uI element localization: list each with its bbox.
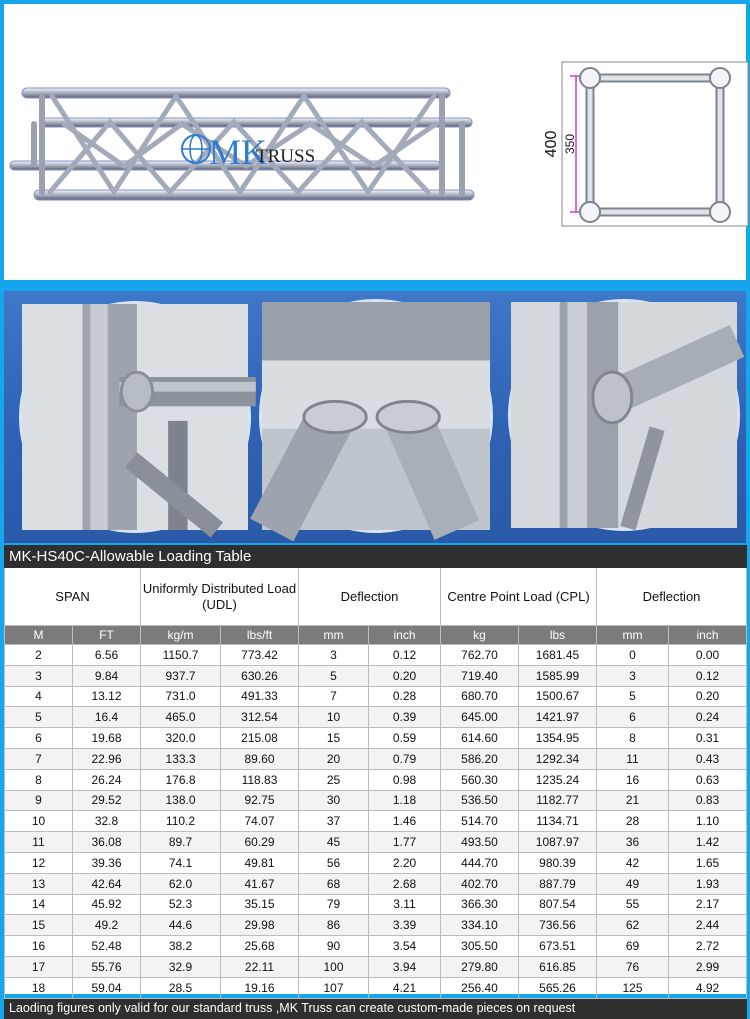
table-cell: 0.12 bbox=[369, 645, 441, 666]
table-cell: 680.70 bbox=[441, 686, 519, 707]
table-cell: 1585.99 bbox=[519, 665, 597, 686]
table-cell: 68 bbox=[299, 873, 369, 894]
outer-dimension-label: 400 bbox=[543, 130, 560, 158]
table-cell: 2.20 bbox=[369, 852, 441, 873]
table-cell: 0 bbox=[597, 645, 669, 666]
table-cell: 630.26 bbox=[221, 665, 299, 686]
table-cell: 1681.45 bbox=[519, 645, 597, 666]
table-cell: 90 bbox=[299, 936, 369, 957]
table-row bbox=[5, 956, 747, 977]
table-cell: 37 bbox=[299, 811, 369, 832]
logo-mk-text: MK bbox=[209, 132, 268, 172]
table-cell: 55 bbox=[597, 894, 669, 915]
table-cell: 0.63 bbox=[669, 769, 747, 790]
table-cell: 773.42 bbox=[221, 645, 299, 666]
table-cell: 62 bbox=[597, 915, 669, 936]
table-row bbox=[5, 645, 747, 666]
table-cell: 30 bbox=[299, 790, 369, 811]
table-cell: 55.76 bbox=[73, 956, 141, 977]
table-cell: 25 bbox=[299, 769, 369, 790]
table-cell: 92.75 bbox=[221, 790, 299, 811]
table-row bbox=[5, 686, 747, 707]
table-cell: 10 bbox=[5, 811, 73, 832]
table-cell: 18 bbox=[5, 977, 73, 998]
table-cell: 614.60 bbox=[441, 728, 519, 749]
unit-header: inch bbox=[669, 626, 747, 645]
table-cell: 2 bbox=[5, 645, 73, 666]
table-cell: 1421.97 bbox=[519, 707, 597, 728]
unit-header: M bbox=[5, 626, 73, 645]
table-cell: 138.0 bbox=[141, 790, 221, 811]
table-cell: 1500.67 bbox=[519, 686, 597, 707]
table-cell: 731.0 bbox=[141, 686, 221, 707]
table-cell: 13.12 bbox=[73, 686, 141, 707]
table-cell: 44.6 bbox=[141, 915, 221, 936]
table-cell: 29.98 bbox=[221, 915, 299, 936]
weld-photo-2 bbox=[259, 299, 493, 533]
table-cell: 402.70 bbox=[441, 873, 519, 894]
table-cell: 4.92 bbox=[669, 977, 747, 998]
table-cell: 3.39 bbox=[369, 915, 441, 936]
table-cell: 312.54 bbox=[221, 707, 299, 728]
table-cell: 59.04 bbox=[73, 977, 141, 998]
table-cell: 536.50 bbox=[441, 790, 519, 811]
table-cell: 4 bbox=[5, 686, 73, 707]
table-cell: 38.2 bbox=[141, 936, 221, 957]
table-cell: 560.30 bbox=[441, 769, 519, 790]
table-cell: 215.08 bbox=[221, 728, 299, 749]
table-cell: 0.00 bbox=[669, 645, 747, 666]
table-cell: 807.54 bbox=[519, 894, 597, 915]
table-cell: 16.4 bbox=[73, 707, 141, 728]
table-cell: 36.08 bbox=[73, 832, 141, 853]
table-row bbox=[5, 936, 747, 957]
weld-photo-3 bbox=[508, 299, 740, 531]
table-cell: 16 bbox=[5, 936, 73, 957]
table-cell: 1182.77 bbox=[519, 790, 597, 811]
table-cell: 6.56 bbox=[73, 645, 141, 666]
table-cell: 0.28 bbox=[369, 686, 441, 707]
table-cell: 1292.34 bbox=[519, 748, 597, 769]
table-cell: 22.96 bbox=[73, 748, 141, 769]
table-cell: 937.7 bbox=[141, 665, 221, 686]
group-header-udl: Uniformly Distributed Load (UDL) bbox=[141, 568, 299, 626]
table-cell: 125 bbox=[597, 977, 669, 998]
table-cell: 28 bbox=[597, 811, 669, 832]
table-cell: 0.83 bbox=[669, 790, 747, 811]
table-cell: 74.07 bbox=[221, 811, 299, 832]
table-cell: 0.98 bbox=[369, 769, 441, 790]
table-cell: 35.15 bbox=[221, 894, 299, 915]
table-cell: 9 bbox=[5, 790, 73, 811]
table-row bbox=[5, 977, 747, 998]
table-cell: 19.68 bbox=[73, 728, 141, 749]
table-cell: 52.48 bbox=[73, 936, 141, 957]
table-cell: 11 bbox=[5, 832, 73, 853]
table-cell: 1354.95 bbox=[519, 728, 597, 749]
table-cell: 13 bbox=[5, 873, 73, 894]
table-cell: 7 bbox=[299, 686, 369, 707]
table-cell: 7 bbox=[5, 748, 73, 769]
unit-header: kg/m bbox=[141, 626, 221, 645]
table-cell: 673.51 bbox=[519, 936, 597, 957]
group-header-span: SPAN bbox=[5, 568, 141, 626]
table-row bbox=[5, 707, 747, 728]
table-cell: 15 bbox=[5, 915, 73, 936]
table-cell: 25.68 bbox=[221, 936, 299, 957]
table-cell: 6 bbox=[597, 707, 669, 728]
table-cell: 14 bbox=[5, 894, 73, 915]
group-header-deflection-cpl: Deflection bbox=[597, 568, 747, 626]
table-cell: 491.33 bbox=[221, 686, 299, 707]
unit-header: lbs bbox=[519, 626, 597, 645]
table-cell: 762.70 bbox=[441, 645, 519, 666]
table-cell: 279.80 bbox=[441, 956, 519, 977]
table-cell: 0.59 bbox=[369, 728, 441, 749]
loading-table bbox=[4, 545, 747, 1019]
group-header-deflection-udl: Deflection bbox=[299, 568, 441, 626]
table-cell: 1.42 bbox=[669, 832, 747, 853]
table-cell: 19.16 bbox=[221, 977, 299, 998]
table-cell: 334.10 bbox=[441, 915, 519, 936]
table-cell: 2.68 bbox=[369, 873, 441, 894]
table-cell: 1.46 bbox=[369, 811, 441, 832]
table-cell: 86 bbox=[299, 915, 369, 936]
table-cell: 49.81 bbox=[221, 852, 299, 873]
group-header-cpl: Centre Point Load (CPL) bbox=[441, 568, 597, 626]
table-cell: 616.85 bbox=[519, 956, 597, 977]
table-cell: 107 bbox=[299, 977, 369, 998]
table-cell: 10 bbox=[299, 707, 369, 728]
weld-photo-1 bbox=[19, 301, 251, 533]
table-cell: 0.20 bbox=[669, 686, 747, 707]
table-cell: 0.79 bbox=[369, 748, 441, 769]
table-cell: 3 bbox=[5, 665, 73, 686]
table-cell: 493.50 bbox=[441, 832, 519, 853]
table-cell: 5 bbox=[597, 686, 669, 707]
table-cell: 32.8 bbox=[73, 811, 141, 832]
cross-section-diagram bbox=[543, 62, 750, 228]
table-row bbox=[5, 915, 747, 936]
table-cell: 1.65 bbox=[669, 852, 747, 873]
table-cell: 0.31 bbox=[669, 728, 747, 749]
unit-header: FT bbox=[73, 626, 141, 645]
table-cell: 6 bbox=[5, 728, 73, 749]
unit-header: kg bbox=[441, 626, 519, 645]
table-cell: 29.52 bbox=[73, 790, 141, 811]
table-cell: 366.30 bbox=[441, 894, 519, 915]
table-cell: 39.36 bbox=[73, 852, 141, 873]
table-cell: 28.5 bbox=[141, 977, 221, 998]
table-cell: 565.26 bbox=[519, 977, 597, 998]
table-cell: 3 bbox=[299, 645, 369, 666]
table-cell: 118.83 bbox=[221, 769, 299, 790]
table-cell: 586.20 bbox=[441, 748, 519, 769]
table-cell: 887.79 bbox=[519, 873, 597, 894]
table-cell: 45.92 bbox=[73, 894, 141, 915]
table-cell: 11 bbox=[597, 748, 669, 769]
table-cell: 49.2 bbox=[73, 915, 141, 936]
table-cell: 1235.24 bbox=[519, 769, 597, 790]
table-cell: 100 bbox=[299, 956, 369, 977]
table-cell: 444.70 bbox=[441, 852, 519, 873]
table-cell: 465.0 bbox=[141, 707, 221, 728]
table-row bbox=[5, 852, 747, 873]
table-cell: 42.64 bbox=[73, 873, 141, 894]
unit-header: mm bbox=[597, 626, 669, 645]
table-cell: 1.18 bbox=[369, 790, 441, 811]
table-cell: 32.9 bbox=[141, 956, 221, 977]
table-cell: 514.70 bbox=[441, 811, 519, 832]
table-cell: 2.72 bbox=[669, 936, 747, 957]
table-cell: 1087.97 bbox=[519, 832, 597, 853]
table-cell: 0.20 bbox=[369, 665, 441, 686]
unit-header: inch bbox=[369, 626, 441, 645]
table-cell: 20 bbox=[299, 748, 369, 769]
table-cell: 52.3 bbox=[141, 894, 221, 915]
table-cell: 0.39 bbox=[369, 707, 441, 728]
table-row bbox=[5, 873, 747, 894]
table-cell: 645.00 bbox=[441, 707, 519, 728]
table-cell: 56 bbox=[299, 852, 369, 873]
table-cell: 15 bbox=[299, 728, 369, 749]
table-cell: 1.10 bbox=[669, 811, 747, 832]
table-cell: 36 bbox=[597, 832, 669, 853]
table-cell: 980.39 bbox=[519, 852, 597, 873]
table-row bbox=[5, 894, 747, 915]
truss-drawing-panel bbox=[4, 4, 746, 280]
table-cell: 21 bbox=[597, 790, 669, 811]
table-cell: 4.21 bbox=[369, 977, 441, 998]
table-cell: 1134.71 bbox=[519, 811, 597, 832]
table-cell: 0.43 bbox=[669, 748, 747, 769]
table-cell: 76 bbox=[597, 956, 669, 977]
table-cell: 133.3 bbox=[141, 748, 221, 769]
table-cell: 8 bbox=[597, 728, 669, 749]
table-cell: 2.99 bbox=[669, 956, 747, 977]
table-cell: 110.2 bbox=[141, 811, 221, 832]
table-cell: 3.54 bbox=[369, 936, 441, 957]
table-cell: 41.67 bbox=[221, 873, 299, 894]
table-cell: 736.56 bbox=[519, 915, 597, 936]
table-cell: 5 bbox=[299, 665, 369, 686]
table-cell: 89.7 bbox=[141, 832, 221, 853]
table-row bbox=[5, 832, 747, 853]
table-row bbox=[5, 769, 747, 790]
table-cell: 176.8 bbox=[141, 769, 221, 790]
table-cell: 49 bbox=[597, 873, 669, 894]
table-row bbox=[5, 790, 747, 811]
table-cell: 9.84 bbox=[73, 665, 141, 686]
table-cell: 0.24 bbox=[669, 707, 747, 728]
table-cell: 12 bbox=[5, 852, 73, 873]
table-cell: 5 bbox=[5, 707, 73, 728]
table-cell: 45 bbox=[299, 832, 369, 853]
table-row bbox=[5, 665, 747, 686]
unit-header: lbs/ft bbox=[221, 626, 299, 645]
table-cell: 3.94 bbox=[369, 956, 441, 977]
table-cell: 719.40 bbox=[441, 665, 519, 686]
table-cell: 1.93 bbox=[669, 873, 747, 894]
table-row bbox=[5, 728, 747, 749]
table-cell: 0.12 bbox=[669, 665, 747, 686]
table-cell: 26.24 bbox=[73, 769, 141, 790]
logo-truss-text: TRUSS bbox=[256, 146, 316, 167]
table-row bbox=[5, 748, 747, 769]
table-cell: 3.11 bbox=[369, 894, 441, 915]
unit-header-row bbox=[5, 626, 747, 645]
table-cell: 2.44 bbox=[669, 915, 747, 936]
table-cell: 16 bbox=[597, 769, 669, 790]
weld-photos-panel bbox=[4, 291, 746, 543]
table-row bbox=[5, 811, 747, 832]
table-footer-note: Laoding figures only valid for our standard truss ,MK Truss can create custom-made pieces on request bbox=[5, 998, 747, 1018]
table-cell: 305.50 bbox=[441, 936, 519, 957]
table-cell: 89.60 bbox=[221, 748, 299, 769]
loading-table-section bbox=[4, 545, 746, 1016]
inner-dimension-label: 350 bbox=[563, 133, 577, 155]
table-cell: 320.0 bbox=[141, 728, 221, 749]
table-cell: 1150.7 bbox=[141, 645, 221, 666]
table-cell: 22.11 bbox=[221, 956, 299, 977]
table-cell: 42 bbox=[597, 852, 669, 873]
unit-header: mm bbox=[299, 626, 369, 645]
table-cell: 8 bbox=[5, 769, 73, 790]
table-cell: 62.0 bbox=[141, 873, 221, 894]
table-cell: 60.29 bbox=[221, 832, 299, 853]
table-cell: 3 bbox=[597, 665, 669, 686]
table-cell: 79 bbox=[299, 894, 369, 915]
table-cell: 74.1 bbox=[141, 852, 221, 873]
table-title: MK-HS40C-Allowable Loading Table bbox=[5, 546, 747, 568]
table-cell: 17 bbox=[5, 956, 73, 977]
table-cell: 2.17 bbox=[669, 894, 747, 915]
table-cell: 1.77 bbox=[369, 832, 441, 853]
table-cell: 256.40 bbox=[441, 977, 519, 998]
table-cell: 69 bbox=[597, 936, 669, 957]
